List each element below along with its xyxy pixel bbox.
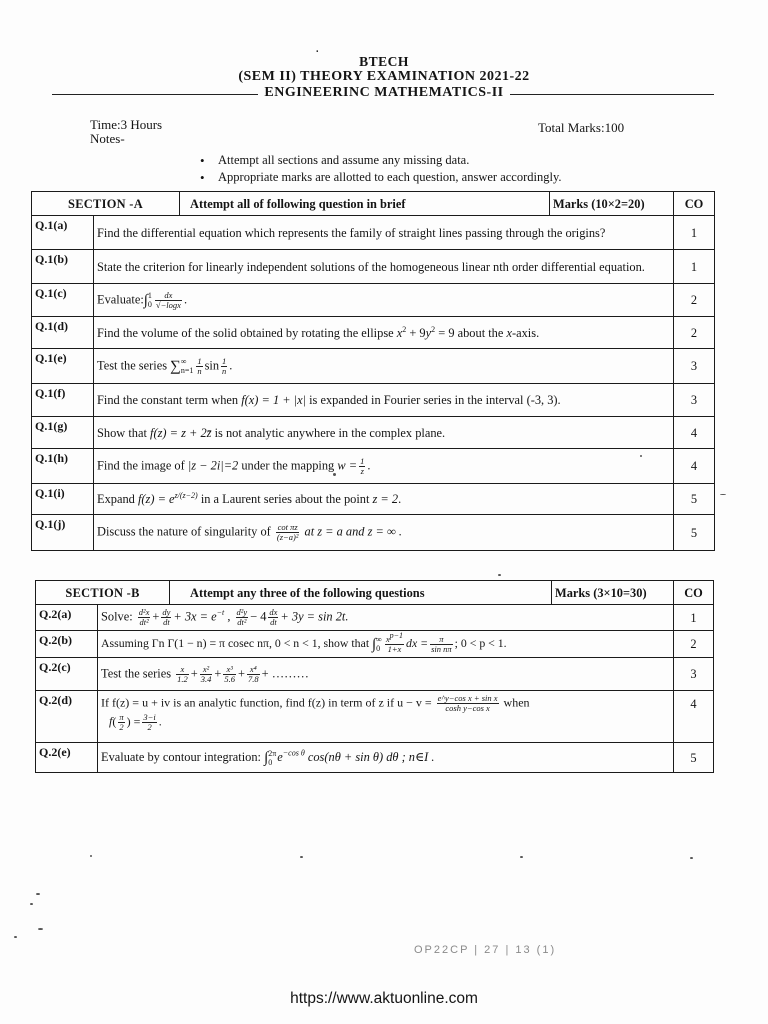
table-row (32, 384, 715, 417)
integral-limits (268, 749, 276, 767)
co-value: 2 (674, 631, 714, 658)
fraction-denominator: 7.8 (247, 673, 259, 684)
section-a-title: SECTION -A (32, 192, 180, 216)
value-fraction (142, 713, 156, 732)
lower-limit: 0 (376, 644, 381, 653)
co-value: 5 (674, 484, 715, 515)
co-value: 4 (674, 691, 714, 743)
section-b-title: SECTION -B (36, 581, 170, 605)
scan-speck (30, 903, 33, 905)
math-mid: under the mapping (238, 457, 338, 472)
section-a-marks: Marks (10×2=20) (550, 192, 674, 216)
fraction-denominator: 2 (119, 722, 124, 732)
co-value: 5 (674, 743, 714, 773)
table-row (32, 250, 715, 284)
question-tail: . (183, 291, 188, 306)
co-value: 2 (674, 317, 715, 349)
source-url[interactable]: https://www.aktuonline.com (290, 990, 478, 1007)
fraction-numerator (385, 630, 404, 645)
math-mid: = (130, 714, 141, 729)
math-separator: , (224, 609, 234, 624)
question-number: Q.2(c) (36, 658, 98, 691)
question-lead: Test the series (97, 357, 171, 372)
question-end: . (398, 492, 402, 506)
math-op: + (237, 665, 245, 680)
math-expression: z = 2 (372, 492, 399, 506)
table-row (36, 631, 714, 658)
co-value: 2 (674, 284, 715, 317)
numerator-base: x (385, 633, 390, 644)
section-a-co-header: CO (674, 192, 715, 216)
question-tail: in a Laurent series about the point (197, 492, 373, 506)
co-value: 1 (674, 216, 715, 250)
fraction-denominator: 2 (147, 722, 152, 732)
question-number: Q.1(c) (32, 284, 94, 317)
question-lead: Expand (97, 492, 138, 506)
scan-speck (520, 856, 523, 858)
question-tail: + ……… (261, 665, 309, 680)
condition-fraction (437, 694, 499, 713)
table-row (36, 658, 714, 691)
question-text (94, 417, 674, 449)
fraction-denominator: dt (270, 617, 277, 627)
sum-limits (181, 357, 194, 375)
integral-sign: ∫ (372, 636, 377, 652)
instruction-item: • Appropriate marks are allotted to each question, answer accordingly. (196, 169, 562, 186)
fraction-denominator: 3.4 (200, 673, 212, 684)
upper-limit: 1 (147, 291, 152, 300)
total-marks: Total Marks:100 (538, 120, 625, 135)
program-title: BTECH (359, 54, 409, 69)
table-row (32, 417, 715, 449)
section-b-instruction: Attempt any three of the following questions (170, 581, 552, 605)
question-number: Q.2(b) (36, 631, 98, 658)
lower-limit: 0 (147, 300, 152, 309)
math-expression: w = (337, 457, 358, 472)
question-text (98, 743, 674, 773)
question-number: Q.1(b) (32, 250, 94, 284)
numerator-exponent: p−1 (389, 630, 404, 640)
integral-sign: ∫ (143, 292, 148, 308)
integral-limits (376, 635, 382, 653)
fraction-denominator: n (222, 365, 227, 376)
question-tail: cos(nθ + sin θ) dθ ; n∈I . (307, 749, 435, 764)
scan-speck (14, 936, 17, 938)
table-row (32, 449, 715, 484)
fraction-denominator: 1.2 (177, 673, 188, 684)
table-row (32, 484, 715, 515)
question-text (94, 384, 674, 417)
math-op: + (190, 665, 198, 680)
fraction-numerator: x (176, 665, 189, 675)
lower-limit: 0 (268, 757, 273, 767)
question-lead: Find the volume of the solid obtained by rotating the ellipse (97, 325, 397, 340)
math-mid: dx = (406, 635, 429, 650)
math-exponent: −t (216, 608, 225, 618)
fraction-numerator: cot πz (277, 522, 298, 532)
question-text (94, 449, 674, 484)
fraction-numerator: dx (155, 291, 182, 301)
table-row (32, 284, 715, 317)
co-value: 5 (674, 515, 715, 551)
question-number: Q.1(j) (32, 515, 94, 551)
fraction-denominator: sin nπ (431, 643, 452, 654)
result-fraction (430, 635, 453, 654)
question-tail: . (367, 457, 371, 472)
question-number: Q.2(e) (36, 743, 98, 773)
subject-title-text: ENGINEERINC MATHEMATICS-II (258, 85, 509, 100)
question-text (94, 349, 674, 384)
series-term (247, 665, 260, 684)
instruction-list (196, 152, 562, 186)
instruction-item: • Attempt all sections and assume any missing data. (196, 152, 562, 169)
math-power: 2 (402, 324, 407, 334)
upper-limit: 2π (268, 748, 277, 758)
question-tail: when (503, 695, 530, 710)
question-tail: ; 0 < p < 1. (454, 635, 507, 650)
fraction-numerator: π (119, 712, 124, 722)
math-op: + (214, 665, 222, 680)
subject-title (0, 85, 768, 101)
co-value: 4 (674, 417, 715, 449)
fraction-numerator: d²x (138, 607, 150, 617)
question-text: State the criterion for linearly independent solutions of the homogeneous linear nth order differential equation. (94, 250, 674, 284)
question-tail: at z = a and z = ∞ . (301, 524, 403, 539)
integral-sign: ∫ (264, 749, 269, 766)
math-expression: e (277, 749, 283, 764)
math-var: x (396, 325, 403, 340)
question-number: Q.1(e) (32, 349, 94, 384)
fraction-denominator: 1+x (387, 643, 402, 654)
question-text: Find the differential equation which represents the family of straight lines passing through the origins? (94, 216, 674, 250)
fraction-denominator: n (197, 365, 202, 376)
fraction-numerator: x² (200, 665, 213, 675)
section-a-header-row (32, 192, 715, 216)
fraction-denominator: √−logx (155, 299, 181, 310)
co-value: 1 (674, 250, 715, 284)
question-text: If f(z) = u + iv is an analytic function, find f(z) in term of z if u − v = $\frac{\text{e\textasciicircum{}y−cos x + sin x}}{\text{cosh y−cos x}}$ when f( $\frac{\pi}{2}$ ) = $\frac{3-i}{2}$ . (98, 691, 674, 743)
question-end: . (158, 714, 162, 729)
function-name: f (109, 714, 113, 729)
question-number: Q.1(h) (32, 449, 94, 484)
math-power: 2 (431, 324, 436, 334)
fraction-numerator: d²y (236, 607, 248, 617)
fraction-numerator: dy (162, 607, 171, 617)
question-lead: If f(z) = u + iv is an analytic function, find f(z) in term of z if u − v = (101, 695, 432, 710)
question-text (94, 284, 674, 317)
table-row (32, 317, 715, 349)
question-text (98, 631, 674, 658)
math-exponent: z/(z−2) (174, 490, 198, 500)
question-lead: Show that (97, 425, 151, 440)
scan-speck (498, 574, 501, 576)
question-lead: Assuming Γn Γ(1 − n) = π cosec nπ, 0 < n < 1, show that (101, 635, 373, 650)
question-lead: Evaluate: (97, 291, 144, 306)
co-value: 3 (674, 349, 715, 384)
fraction-numerator: 3−i (143, 712, 156, 722)
math-mid: sin (204, 357, 220, 372)
fraction-denominator: dt² (139, 617, 149, 627)
math-expression: |z − 2i|=2 (187, 457, 239, 472)
section-b-co-header: CO (674, 581, 714, 605)
page-code: OP22CP | 27 | 13 (1) (414, 944, 557, 956)
fraction-numerator: x³ (223, 665, 236, 675)
question-lead: Solve: (101, 609, 133, 624)
upper-limit: ∞ (180, 357, 187, 366)
scan-speck (640, 455, 642, 457)
lower-limit: n=1 (180, 366, 194, 375)
series-term (200, 665, 213, 684)
fraction-numerator: e^y−cos x + sin x (437, 693, 498, 703)
term-fraction (196, 357, 202, 376)
fraction-denominator: 5.6 (224, 673, 235, 684)
math-var: x (506, 325, 512, 340)
fraction-numerator: 1 (222, 355, 227, 366)
table-row (36, 605, 714, 631)
math-mid: + 9 (406, 325, 426, 340)
co-value: 1 (674, 605, 714, 631)
table-row (36, 691, 714, 743)
integrand-fraction (385, 630, 404, 654)
question-lead: Test the series (101, 665, 175, 680)
question-text (94, 317, 674, 349)
co-value: 3 (674, 384, 715, 417)
upper-limit: ∞ (376, 635, 382, 644)
derivative-fraction (268, 608, 278, 627)
table-row (36, 743, 714, 773)
co-value: 3 (674, 658, 714, 691)
question-text (98, 605, 674, 631)
fraction-denominator: dt² (237, 617, 247, 627)
table-row (32, 216, 715, 250)
exam-title: (SEM II) THEORY EXAMINATION 2021-22 (238, 69, 530, 84)
series-term (176, 665, 189, 684)
mapping-fraction (359, 457, 365, 476)
scan-speck (300, 856, 303, 858)
question-lead: Find the image of (97, 457, 188, 472)
integrand-fraction (155, 291, 182, 310)
question-number: Q.1(f) (32, 384, 94, 417)
section-b-marks: Marks (3×10=30) (552, 581, 674, 605)
scan-speck (36, 893, 40, 895)
fraction-denominator: (z−a)² (276, 532, 299, 542)
question-tail: is expanded in Fourier series in the interval (-3, 3). (306, 393, 561, 407)
scan-speck (90, 855, 92, 857)
question-lead: Discuss the nature of singularity of (97, 524, 274, 539)
fraction-numerator: π (430, 635, 453, 645)
math-expression: f(z) = z + 2z̄ (150, 425, 212, 440)
scan-speck (333, 473, 336, 476)
question-number: Q.1(d) (32, 317, 94, 349)
question-text (94, 515, 674, 551)
question-lead: Evaluate by contour integration: (101, 749, 265, 764)
math-expression: f(x) = 1 + |x| (241, 393, 307, 407)
math-op: − 4 (250, 609, 267, 624)
fraction-numerator: 1 (197, 355, 202, 366)
question-end: -axis. (511, 325, 540, 340)
scan-speck (690, 857, 693, 859)
header-dot: . (316, 44, 319, 55)
fraction-denominator: cosh y−cos x (445, 703, 490, 713)
section-a-instruction: Attempt all of following question in brief (180, 192, 550, 216)
sigma-sign: ∑ (170, 358, 181, 374)
fraction-denominator: z (360, 465, 364, 476)
question-tail: is not analytic anywhere in the complex plane. (211, 425, 446, 440)
question-lead: Find the constant term when (97, 393, 242, 407)
math-op: + (152, 609, 160, 624)
math-expression: + 3y = sin 2t. (280, 609, 349, 624)
derivative-fraction (138, 608, 151, 627)
scan-speck (38, 928, 43, 930)
math-var: y (425, 325, 432, 340)
derivative-fraction (236, 608, 249, 627)
co-value: 4 (674, 449, 715, 484)
section-a-table (31, 191, 715, 551)
question-number: Q.1(a) (32, 216, 94, 250)
question-text (98, 658, 674, 691)
table-row (32, 515, 715, 551)
question-tail: = 9 about the (435, 325, 507, 340)
section-b-header-row (36, 581, 714, 605)
question-number: Q.1(g) (32, 417, 94, 449)
fraction-numerator: dx (269, 607, 278, 617)
question-number: Q.2(d) (36, 691, 98, 743)
table-row (32, 349, 715, 384)
fraction-denominator: dt (163, 617, 170, 627)
scan-speck (720, 494, 726, 495)
argument-fraction (118, 713, 124, 732)
question-text (94, 484, 674, 515)
math-exponent: −cos θ (282, 748, 305, 758)
derivative-fraction (161, 608, 171, 627)
question-number: Q.2(a) (36, 605, 98, 631)
exam-time: Time:3 Hours (90, 117, 163, 132)
question-number: Q.1(i) (32, 484, 94, 515)
question-tail: . (229, 357, 233, 372)
integral-limits (148, 291, 152, 309)
math-expression: + 3x = e (173, 609, 217, 624)
math-expression: f(z) = e (137, 492, 175, 506)
section-b-table (35, 580, 714, 773)
singularity-fraction (276, 523, 300, 542)
notes-label: Notes- (90, 131, 125, 146)
term-fraction (221, 357, 227, 376)
series-term (223, 665, 236, 684)
fraction-numerator: 1 (360, 455, 365, 466)
fraction-numerator: x⁴ (247, 665, 260, 675)
